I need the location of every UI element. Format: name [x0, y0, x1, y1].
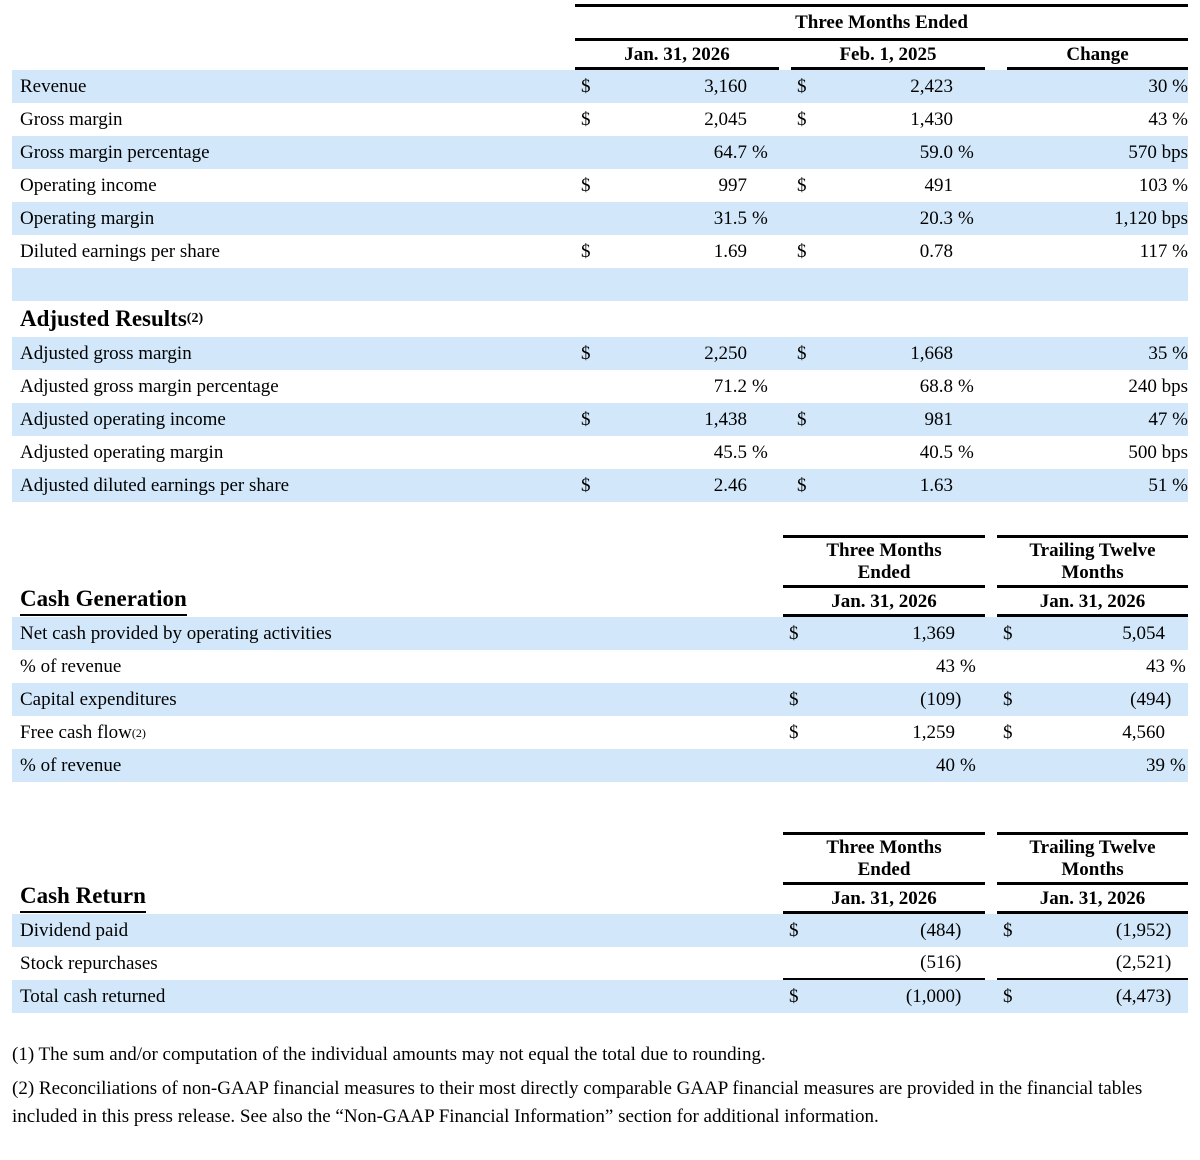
cell-suffix: ) [1165, 919, 1172, 941]
summary-table-span-header-row [12, 4, 1188, 41]
column-gap [779, 337, 791, 370]
table-row [12, 70, 1188, 103]
dollar-sign [997, 650, 1019, 683]
column-gap [985, 980, 997, 1013]
column-group-date: Jan. 31, 2026 [997, 588, 1188, 617]
cell-value: 64.7 [713, 141, 747, 163]
column-gap [985, 617, 997, 650]
cash-generation-table-body [12, 617, 1188, 782]
column-gap [985, 947, 997, 980]
cash-return-heading-cell [12, 832, 783, 914]
change-value: 30 % [1148, 75, 1188, 97]
cell-suffix: ) [955, 688, 962, 710]
change-value: 51 % [1148, 474, 1188, 496]
table-row [12, 202, 1188, 235]
cell-suffix [953, 235, 985, 268]
cell-suffix: ) [955, 985, 962, 1007]
column-gap [985, 370, 1007, 403]
dollar-sign: $ [789, 721, 799, 743]
dollar-sign: $ [789, 688, 799, 710]
change-value: 35 % [1148, 342, 1188, 364]
cell-value: (109 [920, 688, 955, 710]
change-value: 1,120 bps [1114, 207, 1188, 229]
row-label: Total cash returned [20, 985, 166, 1007]
row-label: % of revenue [20, 754, 122, 776]
cash-generation-header-row [12, 535, 1188, 617]
dollar-sign [783, 947, 805, 980]
summary-table-body [12, 70, 1188, 268]
column-gap [985, 70, 1007, 103]
row-label: % of revenue [20, 655, 122, 677]
cell-value: 2,423 [910, 75, 953, 97]
dollar-sign [997, 749, 1019, 782]
row-label: Adjusted gross margin [20, 342, 192, 364]
column-gap [985, 535, 997, 617]
cell-value: 31.5 [713, 207, 747, 229]
table-row [12, 914, 1188, 947]
column-gap [779, 169, 791, 202]
header-spacer [12, 41, 575, 70]
cell-value: 59.0 [919, 141, 953, 163]
table-row [12, 980, 1188, 1013]
dollar-sign [791, 202, 813, 235]
financial-summary-document [12, 0, 1188, 1131]
cell-suffix [747, 70, 779, 103]
cell-suffix [955, 716, 985, 749]
row-label: Dividend paid [20, 919, 129, 941]
cell-value: 1.69 [713, 240, 747, 262]
cell-suffix: ) [1165, 985, 1172, 1007]
adjusted-results-heading-text: Adjusted Results [20, 306, 187, 331]
column-gap [985, 235, 1007, 268]
dollar-sign: $ [797, 174, 807, 196]
cell-suffix [953, 403, 985, 436]
dollar-sign [791, 136, 813, 169]
change-value: 570 bps [1128, 141, 1188, 163]
dollar-sign: $ [1003, 985, 1013, 1007]
cash-generation-table [12, 535, 1188, 782]
dollar-sign [575, 202, 597, 235]
row-label: Diluted earnings per share [20, 240, 220, 262]
table-row [12, 235, 1188, 268]
cell-suffix [953, 337, 985, 370]
change-value: 47 % [1148, 408, 1188, 430]
column-gap [985, 136, 1007, 169]
row-label: Adjusted operating margin [20, 441, 224, 463]
cell-suffix: ) [955, 947, 985, 980]
dollar-sign: $ [581, 108, 591, 130]
dollar-sign: $ [789, 919, 799, 941]
table-row [12, 749, 1188, 782]
dollar-sign: $ [581, 342, 591, 364]
row-label: Adjusted gross margin percentage [20, 375, 279, 397]
cell-suffix [953, 469, 985, 502]
dollar-sign: $ [789, 622, 799, 644]
cell-value: 3,160 [704, 75, 747, 97]
dollar-sign: $ [797, 108, 807, 130]
cell-value: 45.5 [713, 441, 747, 463]
cell-value: 4,560 [1122, 721, 1165, 743]
table-row [12, 436, 1188, 469]
cell-value: 5,054 [1122, 622, 1165, 644]
table-row [12, 370, 1188, 403]
row-label: Stock repurchases [20, 952, 158, 974]
cell-suffix: % [752, 375, 768, 397]
cell-value: 68.8 [919, 375, 953, 397]
column-group-date: Jan. 31, 2026 [783, 588, 985, 617]
dollar-sign [783, 749, 805, 782]
column-group-trailing-twelve [997, 535, 1188, 617]
cell-suffix [953, 103, 985, 136]
column-group-three-months [783, 832, 985, 914]
column-gap [779, 41, 791, 70]
column-group-period: Three Months Ended [783, 538, 985, 588]
table-row [12, 617, 1188, 650]
table-row [12, 650, 1188, 683]
cell-value: 2.46 [713, 474, 747, 496]
column-gap [985, 337, 1007, 370]
header-spacer [12, 4, 575, 41]
cell-suffix: % [958, 375, 974, 397]
row-label: Operating income [20, 174, 157, 196]
dollar-sign: $ [1003, 688, 1013, 710]
column-gap [779, 436, 791, 469]
dollar-sign: $ [797, 408, 807, 430]
column-group-period: Three Months Ended [783, 835, 985, 885]
dollar-sign [783, 650, 805, 683]
table-row [12, 403, 1188, 436]
column-gap [779, 136, 791, 169]
change-value: 240 bps [1128, 375, 1188, 397]
column-group-date: Jan. 31, 2026 [997, 885, 1188, 914]
row-label: Adjusted diluted earnings per share [20, 474, 290, 496]
cell-value: 1,259 [912, 721, 955, 743]
cell-suffix: % [752, 441, 768, 463]
dollar-sign [575, 436, 597, 469]
dollar-sign: $ [1003, 919, 1013, 941]
dollar-sign [791, 436, 813, 469]
table-row [12, 136, 1188, 169]
cell-suffix: % [1170, 655, 1186, 677]
row-label: Gross margin [20, 108, 123, 130]
summary-table [12, 4, 1188, 502]
cell-value: 1.63 [919, 474, 953, 496]
dollar-sign: $ [1003, 721, 1013, 743]
cell-suffix: % [960, 754, 976, 776]
row-label: Adjusted operating income [20, 408, 226, 430]
column-group-three-months [783, 535, 985, 617]
dollar-sign [791, 370, 813, 403]
cash-generation-heading: Cash Generation [20, 586, 187, 616]
cell-value: 2,045 [704, 108, 747, 130]
column-gap [985, 716, 997, 749]
change-value: 117 % [1139, 240, 1188, 262]
column-group-period: Trailing Twelve Months [997, 835, 1188, 885]
column-gap [985, 683, 997, 716]
cash-return-table-body [12, 914, 1188, 1013]
cell-value: 1,369 [912, 622, 955, 644]
dollar-sign [575, 136, 597, 169]
column-gap [985, 469, 1007, 502]
cash-return-header-row [12, 832, 1188, 914]
column-gap [985, 103, 1007, 136]
cell-suffix: ) [1165, 688, 1172, 710]
column-gap [985, 403, 1007, 436]
change-value: 500 bps [1128, 441, 1188, 463]
column-group-date: Jan. 31, 2026 [783, 885, 985, 914]
table-row [12, 103, 1188, 136]
column-gap [985, 169, 1007, 202]
column-header-change: Change [1007, 41, 1188, 70]
cell-suffix [747, 403, 779, 436]
cell-value: (2,521 [1019, 947, 1165, 980]
cell-value: 1,438 [704, 408, 747, 430]
column-gap [985, 749, 997, 782]
cell-value: (1,000 [905, 985, 955, 1007]
cell-value: 43 [936, 655, 955, 677]
cell-value: 0.78 [919, 240, 953, 262]
cell-suffix: ) [1165, 947, 1188, 980]
cell-value: 2,250 [704, 342, 747, 364]
cell-suffix [747, 469, 779, 502]
cell-suffix: % [1170, 754, 1186, 776]
dollar-sign: $ [797, 342, 807, 364]
cell-value: 20.3 [919, 207, 953, 229]
cell-suffix: % [752, 207, 768, 229]
cell-value: 997 [718, 174, 747, 196]
column-gap [779, 70, 791, 103]
adjusted-results-table-body [12, 337, 1188, 502]
cash-return-table [12, 832, 1188, 1013]
column-gap [985, 832, 997, 914]
cell-suffix [747, 235, 779, 268]
column-gap [985, 914, 997, 947]
cell-value: 1,668 [910, 342, 953, 364]
column-group-trailing-twelve [997, 832, 1188, 914]
cell-value: (4,473 [1115, 985, 1165, 1007]
table-row [12, 716, 1188, 749]
dollar-sign: $ [797, 474, 807, 496]
dollar-sign: $ [797, 75, 807, 97]
table-row [12, 947, 1188, 980]
cell-suffix: % [958, 141, 974, 163]
column-gap [985, 41, 1007, 70]
cell-value: (484 [920, 919, 955, 941]
table-row [12, 469, 1188, 502]
dollar-sign: $ [581, 174, 591, 196]
dollar-sign [575, 370, 597, 403]
cell-suffix: % [958, 441, 974, 463]
column-gap [779, 103, 791, 136]
cell-suffix: ) [955, 919, 962, 941]
table-row [12, 169, 1188, 202]
change-value: 43 % [1148, 108, 1188, 130]
footnote-1: (1) The sum and/or computation of the individual amounts may not equal the total due to rounding. [12, 1044, 766, 1065]
cell-value: 491 [924, 174, 953, 196]
cash-return-heading: Cash Return [20, 883, 146, 913]
row-label: Free cash flow (2) [20, 721, 146, 743]
cell-value: (516 [805, 947, 955, 980]
dollar-sign [997, 947, 1019, 980]
row-label: Operating margin [20, 207, 155, 229]
footnote-2: (2) Reconciliations of non-GAAP financial measures to their most directly comparable GAAP financial measures are provided in the financial tables included in this press release. See also the “Non-GAAP Financial Information” section for additional information. [12, 1078, 1143, 1127]
cell-suffix [747, 337, 779, 370]
column-gap [779, 403, 791, 436]
row-label: Gross margin percentage [20, 141, 210, 163]
cell-value: 981 [924, 408, 953, 430]
cell-value: 43 [1146, 655, 1165, 677]
dollar-sign: $ [797, 240, 807, 262]
cell-suffix [953, 70, 985, 103]
column-gap [985, 202, 1007, 235]
cell-suffix [953, 169, 985, 202]
cell-suffix [1165, 617, 1188, 650]
cell-value: 39 [1146, 754, 1165, 776]
cell-value: 71.2 [713, 375, 747, 397]
cell-suffix: % [958, 207, 974, 229]
column-gap [985, 650, 997, 683]
cell-suffix: % [960, 655, 976, 677]
column-gap [779, 202, 791, 235]
cell-value: 1,430 [910, 108, 953, 130]
table-row [12, 337, 1188, 370]
column-header-prior-period: Feb. 1, 2025 [791, 41, 985, 70]
cell-suffix [955, 617, 985, 650]
cell-value: (494 [1130, 688, 1165, 710]
row-label: Revenue [20, 75, 87, 97]
adjusted-results-heading: Adjusted Results (2) [20, 306, 204, 331]
column-gap [779, 235, 791, 268]
span-header: Three Months Ended [575, 4, 1188, 41]
column-gap [985, 436, 1007, 469]
cell-suffix [747, 169, 779, 202]
spacer-row [12, 268, 1188, 301]
column-group-period: Trailing Twelve Months [997, 538, 1188, 588]
summary-table-column-header-row [12, 41, 1188, 70]
cash-generation-heading-cell [12, 535, 783, 617]
dollar-sign: $ [581, 474, 591, 496]
cell-suffix: % [752, 141, 768, 163]
dollar-sign: $ [581, 408, 591, 430]
cell-suffix [747, 103, 779, 136]
dollar-sign: $ [581, 240, 591, 262]
column-gap [779, 370, 791, 403]
cell-value: 40.5 [919, 441, 953, 463]
dollar-sign: $ [1003, 622, 1013, 644]
row-label: Capital expenditures [20, 688, 177, 710]
dollar-sign: $ [789, 985, 799, 1007]
dollar-sign: $ [581, 75, 591, 97]
column-gap [779, 469, 791, 502]
column-header-current-period: Jan. 31, 2026 [575, 41, 779, 70]
row-label: Net cash provided by operating activities [20, 622, 332, 644]
cell-value: 40 [936, 754, 955, 776]
cell-suffix [1165, 716, 1188, 749]
change-value: 103 % [1138, 174, 1188, 196]
cell-value: (1,952 [1115, 919, 1165, 941]
table-row [12, 683, 1188, 716]
